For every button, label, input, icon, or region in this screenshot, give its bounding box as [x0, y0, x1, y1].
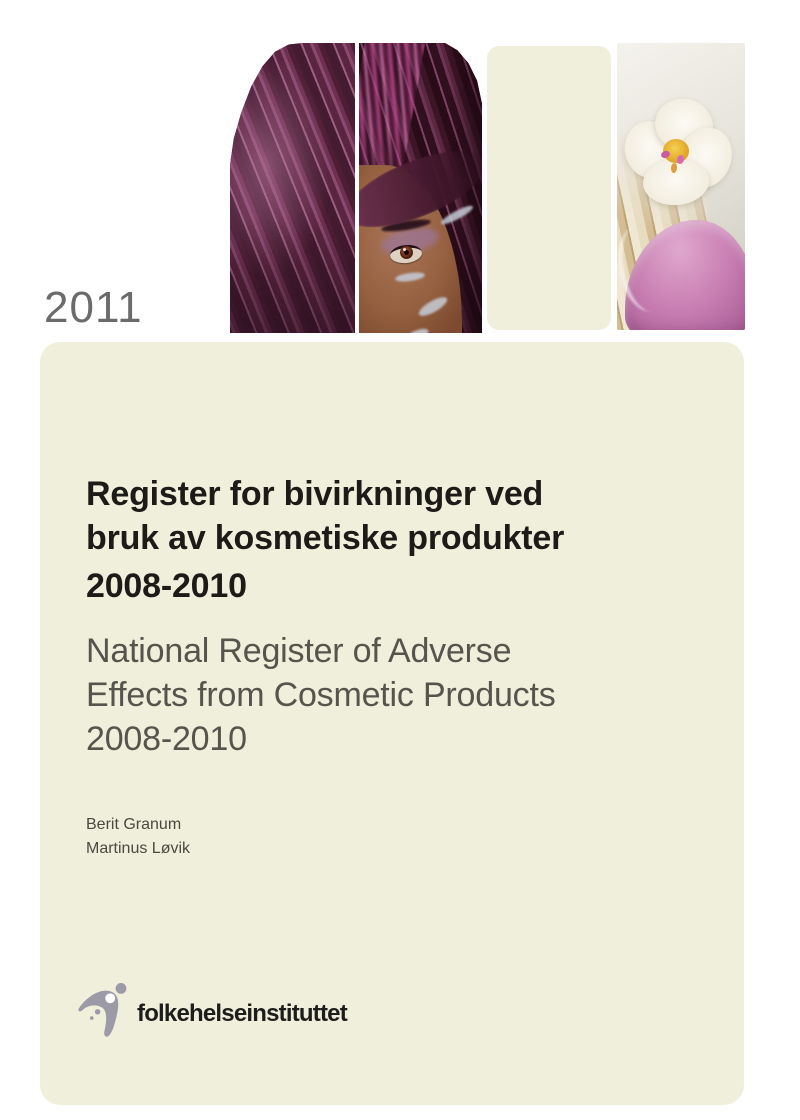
folkehelseinstituttet-figure-icon	[76, 979, 130, 1041]
title-no-years: 2008-2010	[86, 567, 247, 605]
title-no-line1: Register for bivirkninger ved	[86, 475, 544, 513]
cream-spacer-panel	[487, 46, 611, 330]
author-list	[86, 813, 190, 861]
eye-glint	[403, 248, 406, 251]
cover-card	[40, 342, 744, 1105]
title-no-line2: bruk av kosmetiske produkter	[86, 519, 565, 557]
folkehelseinstituttet-logo	[76, 979, 347, 1041]
title-en-years: 2008-2010	[86, 720, 247, 758]
spa-photo-panel	[617, 43, 745, 330]
logo-text: folkehelseinstituttet	[137, 1000, 347, 1027]
report-title-norwegian	[86, 472, 564, 608]
year-label: 2011	[44, 283, 143, 332]
author-name: Martinus Løvik	[86, 840, 191, 857]
face-photo-panel	[359, 43, 482, 333]
title-en-line2: Effects from Cosmetic Products	[86, 676, 556, 714]
hair-photo-left-panel	[230, 43, 355, 333]
author-name: Berit Granum	[86, 816, 182, 833]
title-en-line1: National Register of Adverse	[86, 632, 512, 670]
report-title-english	[86, 629, 556, 761]
